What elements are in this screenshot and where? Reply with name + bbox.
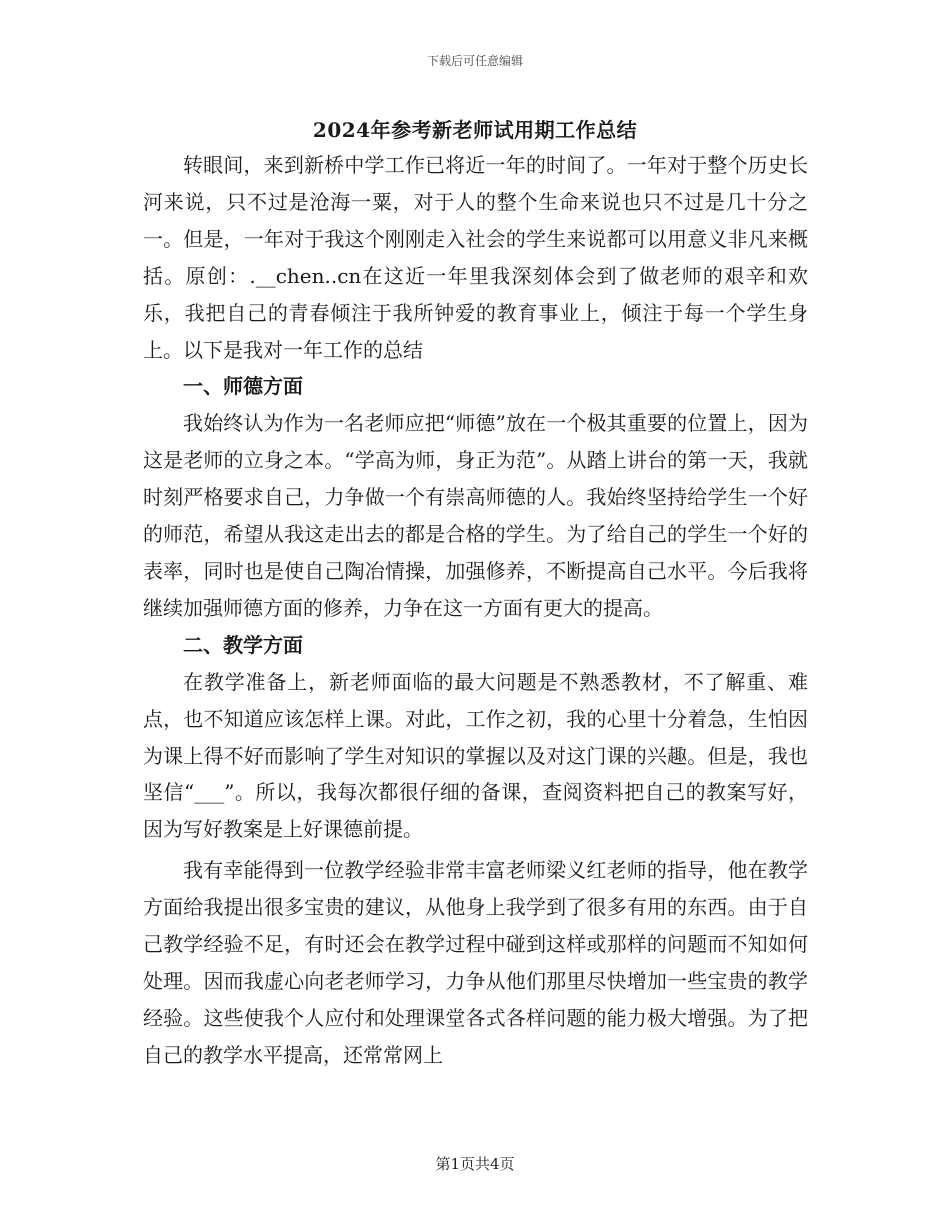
page-header: 下载后可任意编辑 <box>426 54 523 68</box>
document-body <box>143 147 808 1074</box>
section-heading-teaching: 二、教学方面 <box>183 632 303 657</box>
teaching-paragraph-1: 在教学准备上，新老师面临的最大问题是不熟悉教材，不了解重、难点，也不知道应该怎样上课。对此，工作之初，我的心里十分着急，生怕因为课上得不好而影响了学生对知识的掌握以及对这门课的兴趣。但是，我也坚信“___”。所以，我每次都很仔细的备课，查阅资料把自己的教案写好，因为写好教案是上好课德前提。 <box>143 669 808 842</box>
document-title: 2024年参考新老师试用期工作总结 <box>312 118 638 142</box>
page-number: 第1页共4页 <box>435 1155 515 1173</box>
intro-paragraph: 转眼间，来到新桥中学工作已将近一年的时间了。一年对于整个历史长河来说，只不过是沧海一粟，对于人的整个生命来说也只不过是几十分之一。但是，一年对于我这个刚刚走入社会的学生来说都可以用意义非凡来概括。原创：.__chen..cn在这近一年里我深刻体会到了做老师的艰辛和欢乐，我把自己的青春倾注于我所钟爱的教育事业上，倾注于每一个学生身上。以下是我对一年工作的总结 <box>143 153 808 362</box>
section-heading-ethics: 一、师德方面 <box>183 374 303 399</box>
teaching-paragraph-2: 我有幸能得到一位教学经验非常丰富老师梁义红老师的指导，他在教学方面给我提出很多宝贵的建议，从他身上我学到了很多有用的东西。由于自己教学经验不足，有时还会在教学过程中碰到这样或那样的问题而不知如何处理。因而我虚心向老老师学习，力争从他们那里尽快增加一些宝贵的教学经验。这些使我个人应付和处理课堂各式各样问题的能力极大增强。为了把自己的教学水平提高，还常常网上 <box>143 858 808 1067</box>
ethics-paragraph: 我始终认为作为一名老师应把“师德”放在一个极其重要的位置上，因为这是老师的立身之本。“学高为师，身正为范”。从踏上讲台的第一天，我就时刻严格要求自己，力争做一个有崇高师德的人。我始终坚持给学生一个好的师范，希望从我这走出去的都是合格的学生。为了给自己的学生一个好的表率，同时也是使自己陶冶情操，加强修养，不断提高自己水平。今后我将继续加强师德方面的修养，力争在这一方面有更大的提高。 <box>143 411 808 620</box>
